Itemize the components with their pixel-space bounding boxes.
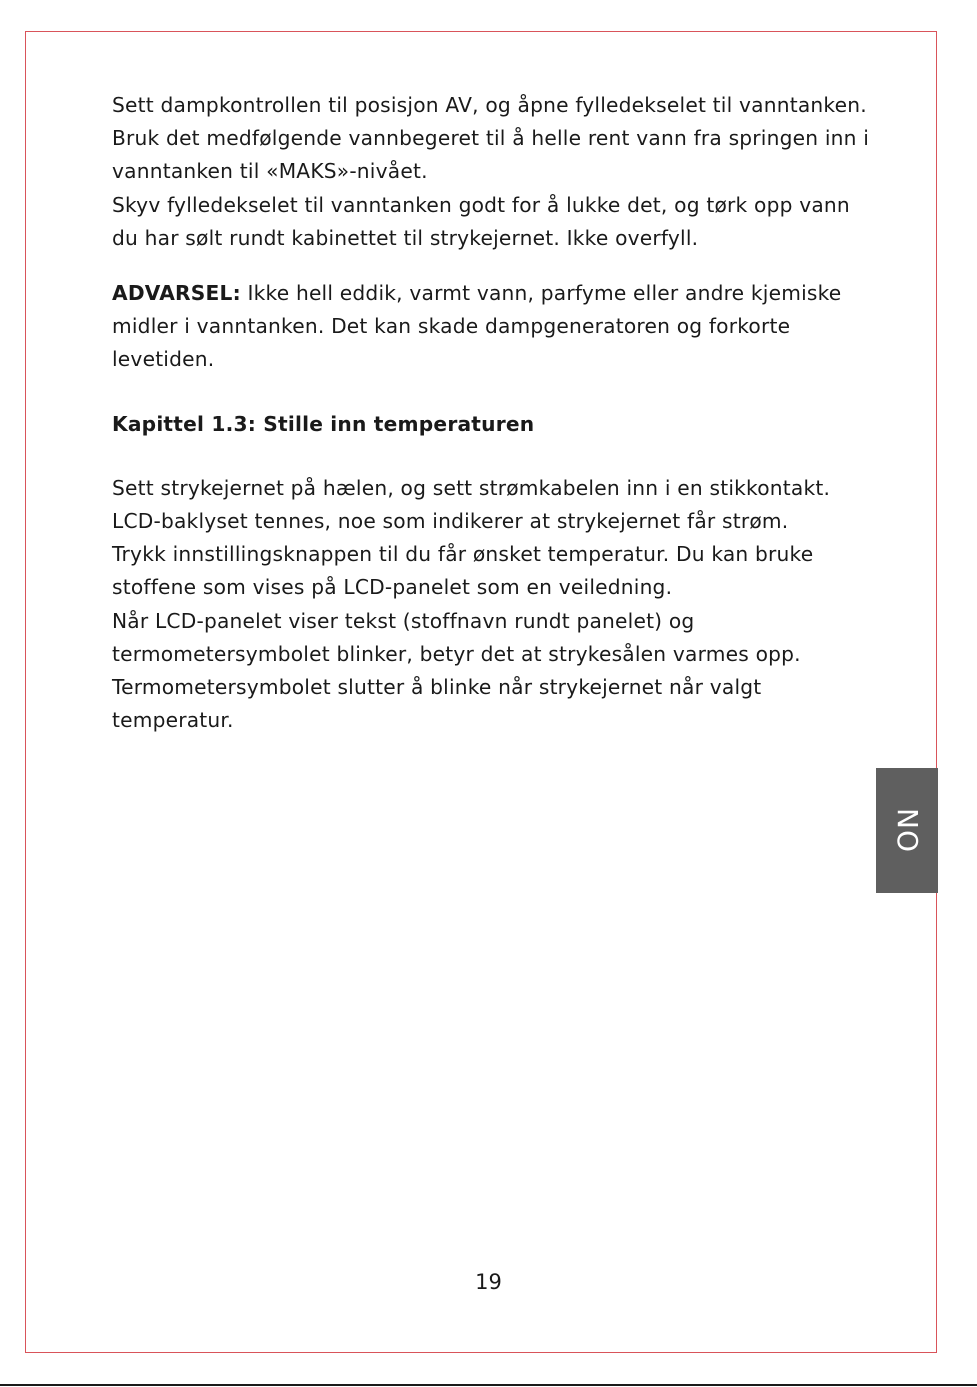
spacer — [112, 441, 872, 472]
paragraph-heating: Når LCD-panelet viser tekst (stoffnavn rundt panelet) og termometersymbolet blinker, betyr det at strykesålen varmes opp. — [112, 608, 801, 666]
spacer — [112, 255, 872, 277]
paragraph-power-on: Sett strykejernet på hælen, og sett strømkabelen inn i en stikkontakt. LCD-baklyset tennes, noe som indikerer at strykejernet får strøm. — [112, 475, 831, 534]
warning-text: Ikke hell eddik, varmt vann, parfyme eller andre kjemiske midler i vanntanken. Det kan skade dampgeneratoren og forkorte levetiden. — [112, 281, 842, 372]
paragraph-close-cover: Skyv fylledekselet til vanntanken godt for å lukke det, og tørk opp vann du har sølt rundt kabinettet til strykejernet. Ikke overfyll. — [112, 192, 850, 250]
main-content — [112, 89, 872, 737]
paragraph-set-temperature: Trykk innstillingsknappen til du får ønsket temperatur. Du kan bruke stoffene som vises på LCD-panelet som en veiledning. — [112, 542, 814, 600]
warning-label: ADVARSEL: — [112, 281, 241, 306]
section-heading: Kapittel 1.3: Stille inn temperaturen — [112, 411, 535, 436]
language-tab — [876, 768, 938, 893]
spacer — [112, 377, 872, 408]
warning-paragraph — [112, 277, 872, 377]
language-tab-label: NO — [890, 808, 924, 853]
paragraph-fill-water: Bruk det medfølgende vannbegeret til å helle rent vann fra springen inn i vanntanken til «MAKS»-nivået. — [112, 126, 870, 184]
paragraph-fill-cover: Sett dampkontrollen til posisjon AV, og åpne fylledekselet til vanntanken. — [112, 93, 867, 117]
bottom-divider — [0, 1384, 977, 1386]
page-number: 19 — [475, 1270, 502, 1294]
paragraph-ready: Termometersymbolet slutter å blinke når strykejernet når valgt temperatur. — [112, 675, 762, 733]
